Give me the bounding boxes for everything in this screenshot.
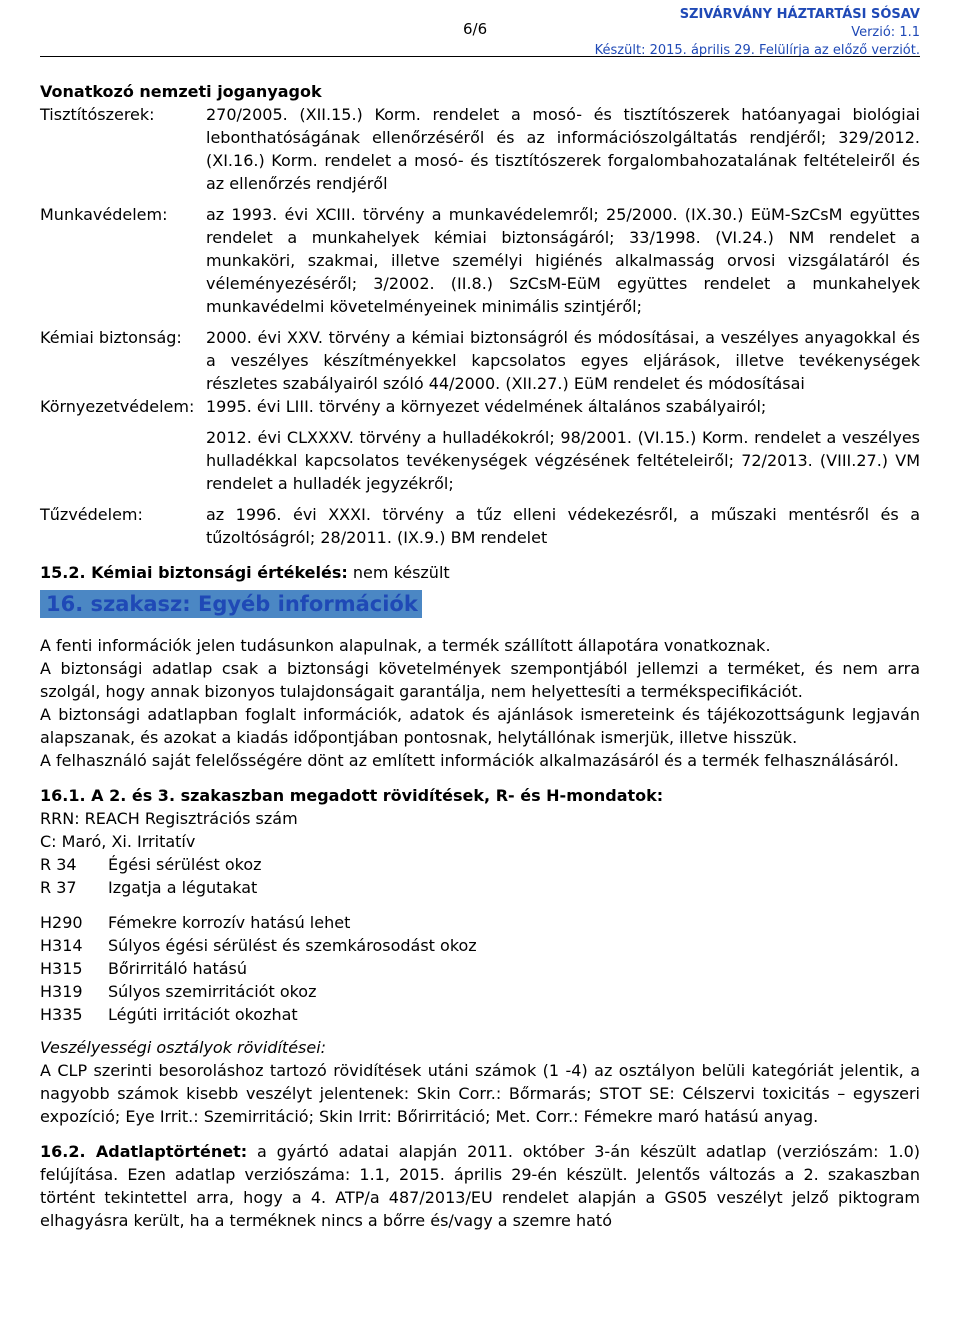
law-row-chemical-safety [40,326,920,395]
h-phrase-row [40,957,920,980]
law-label: Tűzvédelem: [40,505,143,524]
law-text: az 1993. évi XCIII. törvény a munkavédelemről; 25/2000. (IX.30.) EüM-SzCsM együttes rendelet a munkahelyek kémiai biztonságáról; 33/1998. (VI.24.) NM rendelet a munkaköri, szakmai, illetve személyi higiénés alkalmasság orvosi vizsgálatáról és véleményezéséről; 3/2002. (II.8.) SzCsM-EüM együttes rendelet a munkahelyek munkavédelmi követelményeinek minimális szintjéről; [206,205,920,316]
r-code: R 37 [40,878,77,897]
laws-heading: Vonatkozó nemzeti joganyagok [40,82,322,101]
h-code: H335 [40,1005,83,1024]
h-text: Légúti irritációt okozhat [108,1005,298,1024]
law-row-work-safety [40,203,920,318]
law-row-fire [40,503,920,549]
h-code: H319 [40,982,83,1001]
abbr-line: C: Maró, Xi. Irritatív [40,832,196,851]
law-label: Kémiai biztonság: [40,328,182,347]
law-text: 270/2005. (XII.15.) Korm. rendelet a mosó- és tisztítószerek hatóanyagai biológiai lebonthatóságának ellenőrzéséről és az információszolgáltatás rendjéről; 329/2012. (XI.16.) Korm. rendelet a mosó- és tisztítószerek forgalombahozatalának feltételeiről és az ellenőrzés rendjéről [206,105,920,193]
header-info [595,6,920,60]
page-number: 6/6 [463,20,488,38]
version-label: Verzió: 1.1 [851,25,920,40]
made-date: Készült: 2015. április 29. Felülírja az előző verziót. [594,43,920,58]
section-15-2-value: nem készült [352,563,450,582]
info-paragraph: A felhasználó saját felelősségére dönt az említett információk alkalmazásáról és a termék felhasználásáról. [40,751,899,770]
section-16-2-label: 16.2. Adatlaptörténet: [40,1142,248,1161]
h-text: Súlyos égési sérülést és szemkárosodást okoz [108,936,477,955]
h-code: H290 [40,913,83,932]
law-text: 2000. évi XXV. törvény a kémiai biztonságról és módosításai, a veszélyes anyagokkal és a veszélyes készítményekkel kapcsolatos egyes eljárások, illetve tevékenységek részletes szabályairól szóló 44/2000. (XII.27.) EüM rendelet és módosításai [206,328,920,393]
info-paragraph: A biztonsági adatlap csak a biztonsági követelmények szempontjából jellemzi a terméket, és nem arra szolgál, hogy annak bizonyos tulajdonságait garantálja, nem helyettesíti a termékspecifikációt. [40,659,920,701]
law-row-cleaning [40,103,920,195]
law-text-2: 2012. évi CLXXXV. törvény a hulladékokról; 98/2001. (VI.15.) Korm. rendelet a veszélyes hulladékkal kapcsolatos tevékenységek végzésének feltételeiről; 72/2013. (VIII.27.) VM rendelet a hulladék jegyzékről; [206,428,920,493]
h-text: Fémekre korrozív hatású lehet [108,913,351,932]
h-code: H314 [40,936,83,955]
info-paragraph: A fenti információk jelen tudásunkon alapulnak, a termék szállított állapotára vonatkoznak. [40,636,771,655]
info-paragraph: A biztonsági adatlapban foglalt információk, adatok és ajánlások ismereteink és tájékozottságunk legjaván alapszanak, és azokat a kiadás időpontjában pontosnak, helytállónak ismerjük, illetve hisszük. [40,705,920,747]
h-text: Súlyos szemirritációt okoz [108,982,317,1001]
product-title: SZIVÁRVÁNY HÁZTARTÁSI SÓSAV [679,7,920,22]
h-phrase-row [40,911,920,934]
law-row-environment [40,395,920,495]
h-phrase-row [40,1003,920,1026]
hazard-classes-text: A CLP szerinti besoroláshoz tartozó rövidítések utáni számok (1 -4) az osztályon belüli kategóriát jelentik, a nagyobb számok kisebb veszélyt jelentenek: Skin Corr.: Bőrmarás; STOT SE: Célszervi toxicitás – egyszeri expozíció; Eye Irrit.: Szemirritáció; Skin Irrit: Bőrirritáció; Met. Corr.: Fémekre maró hatású anyag. [40,1061,920,1126]
law-label: Tisztítószerek: [40,105,155,124]
r-text: Izgatja a légutakat [108,878,258,897]
h-code: H315 [40,959,83,978]
h-phrase-row [40,934,920,957]
section-15-2 [40,561,920,584]
document-body [40,80,920,1232]
section-15-2-label: 15.2. Kémiai biztonsági értékelés: [40,563,348,582]
header-rule [40,56,920,57]
section-16-1-heading: 16.1. A 2. és 3. szakaszban megadott rövidítések, R- és H-mondatok: [40,786,664,805]
section-16-2-text: a gyártó adatai alapján 2011. október 3-án készült adatlap (verziószám: 1.0) felújítása. Ezen adatlap verziószáma: 1.1, 2015. április 29-én készült. Jelentős változás a 2. szakaszban történt tekintettel arra, hogy a 4. ATP/a 487/2013/EU rendelet alapján a GS05 veszélyt jelző piktogram elhagyásra került, ha a terméknek nincs a bőrre és/vagy a szemre ható [40,1142,920,1230]
r-phrase-row [40,853,920,876]
page-header [0,4,960,58]
section-16-bar: 16. szakasz: Egyéb információk [40,590,422,618]
h-phrase-row [40,980,920,1003]
law-text: 1995. évi LIII. törvény a környezet védelmének általános szabályairól; [206,397,767,416]
r-phrase-row [40,876,920,899]
section-16-2 [40,1140,920,1232]
abbr-line: RRN: REACH Regisztrációs szám [40,809,298,828]
law-label: Környezetvédelem: [40,397,195,416]
hazard-classes-heading: Veszélyességi osztályok rövidítései: [40,1038,327,1057]
r-text: Égési sérülést okoz [108,855,262,874]
law-text: az 1996. évi XXXI. törvény a tűz elleni védekezésről, a műszaki mentésről és a tűzoltóságról; 28/2011. (IX.9.) BM rendelet [206,505,920,547]
law-label: Munkavédelem: [40,205,168,224]
h-text: Bőrirritáló hatású [108,959,248,978]
r-code: R 34 [40,855,77,874]
